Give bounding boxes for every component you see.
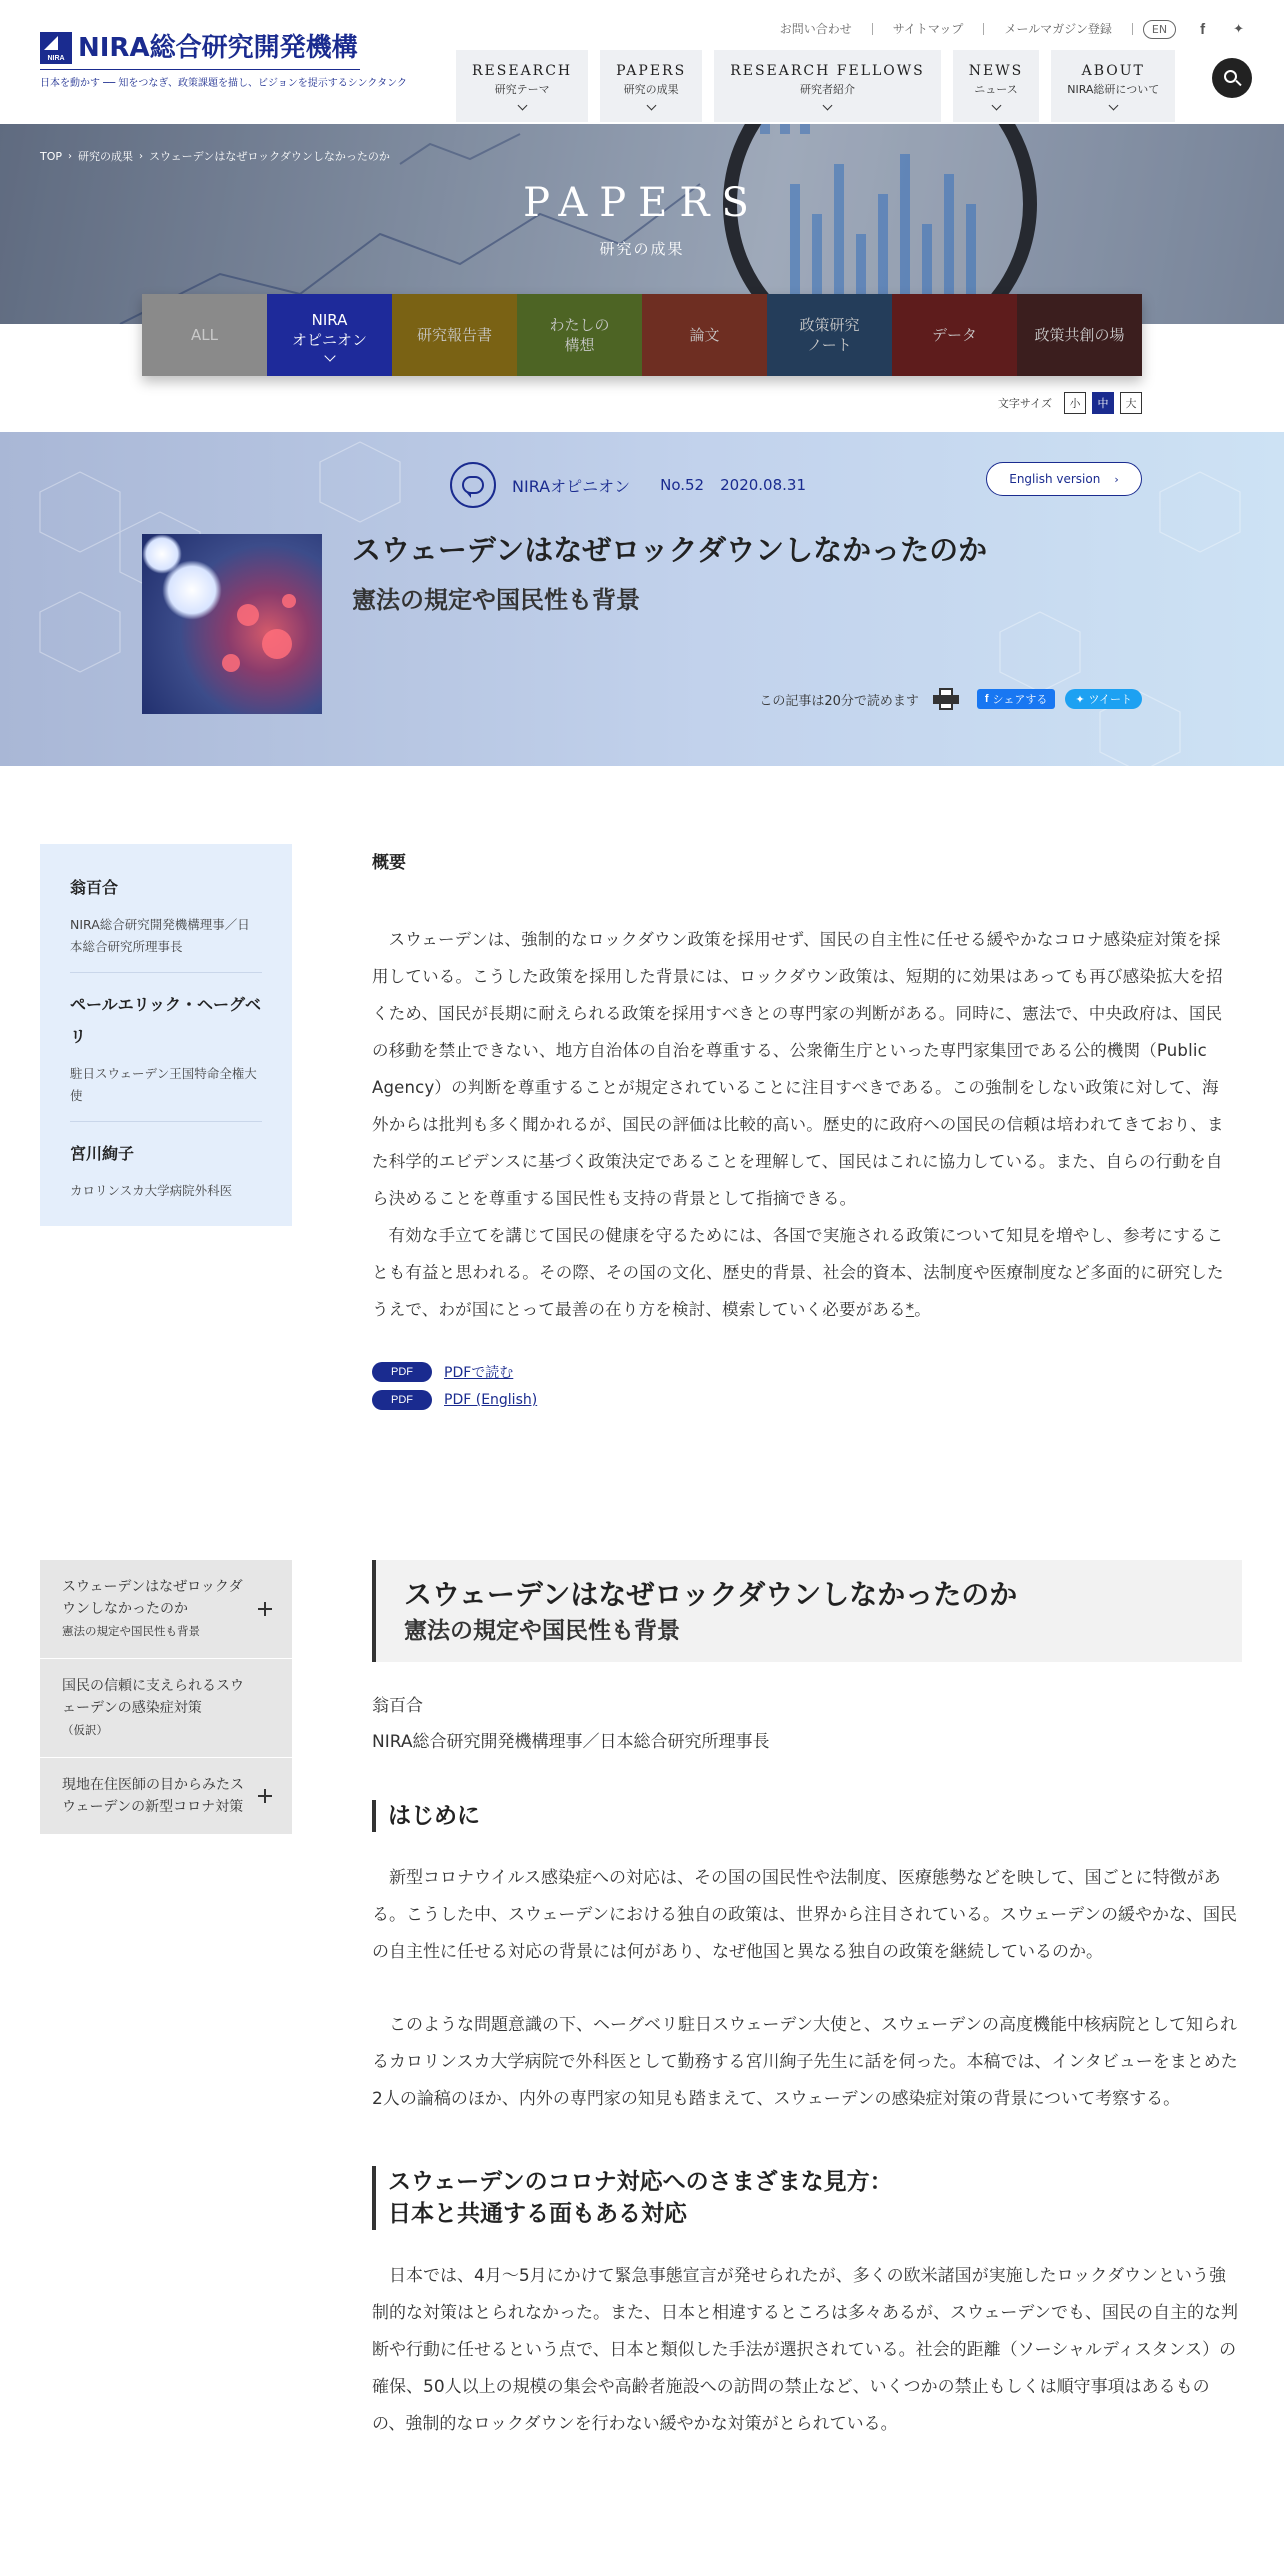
pdf-row — [372, 1362, 1232, 1382]
summary-section — [372, 848, 1232, 1418]
chevron-down-icon — [517, 101, 527, 111]
pdf-links — [372, 1362, 1232, 1410]
nav-papers[interactable] — [600, 50, 702, 122]
search-button[interactable] — [1212, 58, 1252, 98]
print-icon[interactable] — [933, 688, 959, 710]
breadcrumb-current: スウェーデンはなぜロックダウンしなかったのか — [149, 150, 390, 163]
chevron-down-icon — [823, 101, 833, 111]
article-title: スウェーデンはなぜロックダウンしなかったのか — [352, 533, 988, 567]
author-name: 宮川絢子 — [70, 1144, 135, 1163]
nav-fellows-en: RESEARCH FELLOWS — [730, 63, 925, 79]
nira-logo-mark — [40, 32, 72, 64]
language-en-button[interactable]: EN — [1143, 20, 1176, 39]
authors-box — [40, 844, 292, 1226]
nav-research[interactable] — [456, 50, 588, 122]
category-tab-label: ノート — [807, 336, 852, 354]
nav-news-ja: ニュース — [974, 83, 1018, 96]
author-item[interactable] — [70, 872, 262, 973]
logo-mark-text: NIRA — [47, 55, 65, 62]
logo-divider — [40, 69, 360, 70]
byline — [372, 1688, 1242, 1760]
toc-item-title: 現地在住医師の目からみたスウェーデンの新型コロナ対策 — [62, 1777, 244, 1815]
nav-about-ja: NIRA総研について — [1067, 83, 1160, 96]
font-size-medium-button[interactable]: 中 — [1092, 392, 1114, 414]
breadcrumb — [40, 148, 390, 164]
site-logo[interactable] — [40, 32, 407, 92]
utility-links — [760, 18, 1244, 40]
toc-item-title: スウェーデンはなぜロックダウンしなかったのか — [62, 1579, 243, 1617]
global-nav — [456, 50, 1175, 122]
pdf-badge: PDF — [372, 1390, 432, 1410]
toc-item[interactable] — [40, 1659, 292, 1758]
category-tab-label: オピニオン — [291, 331, 367, 349]
category-tab-label: 構想 — [564, 336, 595, 354]
page-subtitle: 研究の成果 — [599, 240, 685, 258]
body-paragraph: このような問題意識の下、ヘーグベリ駐日スウェーデン大使と、スウェーデンの高度機能中核病院として知られるカロリンスカ大学病院で外科医として勤務する宮川絢子先生に話を伺った。本稿では、インタビューをまとめた2人の論稿のほか、内外の専門家の知見も踏まえて、スウェーデンの感染症対策の背景について考察する。 — [372, 2015, 1238, 2109]
author-item[interactable] — [70, 1138, 262, 1216]
author-name: 翁百合 — [70, 878, 119, 897]
category-tab[interactable] — [392, 294, 517, 376]
heading-intro: はじめに — [372, 1800, 1242, 1832]
category-tab[interactable] — [1017, 294, 1142, 376]
nav-research-ja: 研究テーマ — [494, 83, 550, 96]
breadcrumb-top[interactable]: TOP — [40, 149, 63, 163]
tweet-label: ツイート — [1088, 693, 1132, 706]
tweet-button[interactable] — [1065, 689, 1142, 709]
font-size-label: 文字サイズ — [997, 397, 1052, 410]
pdf-read-link[interactable]: PDFで読む — [444, 1365, 514, 1381]
category-tab-label: NIRA — [311, 311, 348, 329]
breadcrumb-separator-icon: › — [139, 150, 144, 162]
article-meta — [450, 462, 806, 508]
font-size-large-button[interactable]: 大 — [1120, 392, 1142, 414]
font-size-switcher — [998, 392, 1142, 414]
article-tools — [759, 688, 1142, 710]
category-tab[interactable] — [892, 294, 1017, 376]
read-time: この記事は20分で読めます — [759, 693, 919, 709]
nav-papers-ja: 研究の成果 — [623, 83, 679, 96]
toc-item-subtitle: 憲法の規定や国民性も背景 — [62, 1624, 200, 1638]
section-title: スウェーデンはなぜロックダウンしなかったのか — [404, 1578, 1018, 1611]
util-link-sitemap[interactable]: サイトマップ — [873, 23, 985, 35]
category-tab-label: 研究報告書 — [416, 326, 492, 344]
util-link-contact[interactable]: お問い合わせ — [760, 23, 873, 35]
author-role: カロリンスカ大学病院外科医 — [70, 1183, 233, 1198]
summary-paragraph-2 — [372, 1217, 1232, 1328]
toc-item[interactable] — [40, 1758, 292, 1835]
map-dot — [222, 654, 240, 672]
plus-icon[interactable] — [258, 1602, 272, 1616]
logo-name: NIRA総合研究開発機構 — [78, 33, 358, 63]
opinion-chat-icon — [450, 462, 496, 508]
plus-icon[interactable] — [258, 1789, 272, 1803]
nav-about[interactable] — [1051, 50, 1175, 122]
summary-paragraph-2-end: 。 — [914, 1300, 931, 1319]
english-version-button[interactable] — [986, 462, 1142, 496]
author-role: 駐日スウェーデン王国特命全権大使 — [70, 1066, 257, 1103]
footnote-link[interactable]: * — [905, 1300, 915, 1319]
byline-role: NIRA総合研究開発機構理事／日本総合研究所理事長 — [372, 1732, 770, 1752]
category-tab-label: 政策研究 — [799, 316, 860, 334]
article-subtitle: 憲法の規定や国民性も背景 — [352, 586, 640, 614]
facebook-icon: f — [984, 693, 989, 705]
twitter-icon: ✦ — [1075, 692, 1085, 706]
article-number: No.52 — [660, 476, 705, 494]
virus-graphic — [162, 560, 222, 620]
chevron-right-icon: › — [1114, 472, 1119, 486]
nav-news-en: NEWS — [968, 63, 1024, 79]
body-paragraph: 新型コロナウイルス感染症への対応は、その国の国民性や法制度、医療態勢などを映して、国ごとに特徴がある。こうした中、スウェーデンにおける独自の政策は、世界から注目されている。スウェーデンの緩やかな、国民の自主性に任せる対応の背景には何があり、なぜ他国と異なる独自の政策を継続しているのか。 — [372, 1868, 1237, 1962]
author-role: NIRA総合研究開発機構理事／日本総合研究所理事長 — [70, 917, 250, 954]
category-tab[interactable] — [517, 294, 642, 376]
section-subtitle: 憲法の規定や国民性も背景 — [404, 1618, 680, 1644]
nav-news[interactable] — [953, 50, 1039, 122]
pdf-badge: PDF — [372, 1362, 432, 1382]
chevron-down-icon — [991, 101, 1001, 111]
category-tab[interactable] — [767, 294, 892, 376]
map-dot — [237, 604, 259, 626]
facebook-icon[interactable]: f — [1200, 20, 1206, 38]
english-version-label: English version — [1009, 472, 1101, 486]
article-thumbnail — [142, 534, 322, 714]
twitter-icon[interactable]: ✦ — [1233, 21, 1244, 37]
breadcrumb-papers[interactable]: 研究の成果 — [78, 150, 134, 163]
category-tab[interactable] — [642, 294, 767, 376]
author-name: ペールエリック・ヘーグベリ — [70, 995, 262, 1046]
pdf-english-link[interactable]: PDF (English) — [444, 1392, 538, 1408]
heading-line-1: スウェーデンのコロナ対応へのさまざまな見方： — [388, 2169, 893, 2195]
toc-item-subtitle: （仮訳） — [62, 1723, 108, 1737]
category-tab-label: 政策共創の場 — [1034, 326, 1125, 344]
summary-paragraph-1: スウェーデンは、強制的なロックダウン政策を採用せず、国民の自主性に任せる緩やかなコロナ感染症対策を採用している。こうした政策を採用した背景には、ロックダウン政策は、短期的に効果はあっても再び感染拡大を招くため、国民が長期に耐えられる政策を採用すべきとの専門家の判断がある。同時に、憲法で、中央政府は、国民の移動を禁止できない、地方自治体の自治を尊重する、公衆衛生庁といった専門家集団である公的機関（Public Agency）の判断を尊重することが規定されていることに注目すべきである。この強制をしない政策に対して、海外からは批判も多く聞かれるが、国民の評価は比較的高い。歴史的に政府への国民の信頼は培われてきており、また科学的エビデンスに基づく政策決定であることを理解して、国民はこれに協力している。また、自らの行動を自ら決めることを尊重する国民性も支持の背景として指摘できる。 — [372, 930, 1224, 1208]
nav-papers-en: PAPERS — [616, 63, 687, 79]
facebook-share-button[interactable] — [977, 689, 1055, 709]
category-tab[interactable] — [267, 294, 392, 376]
nav-about-en: ABOUT — [1081, 63, 1145, 79]
font-size-small-button[interactable]: 小 — [1064, 392, 1086, 414]
category-tab[interactable] — [142, 294, 267, 376]
breadcrumb-separator-icon: › — [68, 150, 73, 162]
toc-item[interactable] — [40, 1560, 292, 1659]
article-body — [372, 1560, 1242, 2443]
chevron-down-icon — [324, 350, 335, 361]
category-tab-label: 論文 — [689, 326, 720, 344]
article-header — [0, 432, 1284, 766]
share-label: シェアする — [992, 693, 1048, 706]
heading-line-2: 日本と共通する面もある対応 — [388, 2201, 687, 2227]
util-link-newsletter[interactable]: メールマガジン登録 — [984, 23, 1132, 35]
site-header — [0, 0, 1284, 124]
category-tabs — [142, 294, 1142, 376]
logo-tagline: 日本を動かす ── 知をつなぎ、政策課題を描し、ビジョンを提示するシンクタンク — [40, 78, 407, 89]
category-tab-label: データ — [931, 326, 977, 344]
nav-research-fellows[interactable] — [714, 50, 941, 122]
nav-fellows-ja: 研究者紹介 — [799, 83, 855, 96]
nav-research-en: RESEARCH — [472, 63, 573, 79]
heading-section-2 — [372, 2166, 1242, 2230]
author-item[interactable] — [70, 989, 262, 1122]
article-date: 2020.08.31 — [720, 476, 806, 494]
article-category[interactable]: NIRAオピニオン — [512, 476, 631, 496]
chevron-down-icon — [646, 101, 656, 111]
toc-item-title: 国民の信頼に支えられるスウェーデンの感染症対策 — [62, 1678, 244, 1716]
map-dot — [262, 629, 292, 659]
page-title: PAPERS — [523, 180, 761, 226]
pdf-row — [372, 1390, 1232, 1410]
section-header — [372, 1560, 1242, 1662]
chevron-down-icon — [1108, 101, 1118, 111]
map-dot — [282, 594, 296, 608]
category-tab-label: わたしの — [549, 316, 610, 334]
body-paragraph: 日本では、4月～5月にかけて緊急事態宣言が発せられたが、多くの欧米諸国が実施したロックダウンという強制的な対策はとられなかった。また、日本と相違するところは多々あるが、スウェーデンでも、国民の自主的な判断や行動に任せるという点で、日本と類似した手法が選択されている。社会的距離（ソーシャルディスタンス）の確保、50人以上の規模の集会や高齢者施設への訪問の禁止など、いくつかの禁止もしくは順守事項はあるものの、強制的なロックダウンを行わない緩やかな対策がとられている。 — [372, 2266, 1238, 2434]
search-icon — [1224, 70, 1237, 83]
category-tab-label: ALL — [191, 326, 218, 344]
summary-paragraph-2-text: 有効な手立てを講じて国民の健康を守るためには、各国で実施される政策について知見を増やし、参考にすることも有益と思われる。その際、その国の文化、歴史的背景、社会的資本、法制度や医療制度など多面的に研究したうえで、わが国にとって最善の在り方を検討、模索していく必要がある — [372, 1226, 1224, 1319]
summary-heading: 概要 — [372, 853, 406, 873]
table-of-contents — [40, 1560, 292, 1835]
byline-name: 翁百合 — [372, 1696, 423, 1716]
